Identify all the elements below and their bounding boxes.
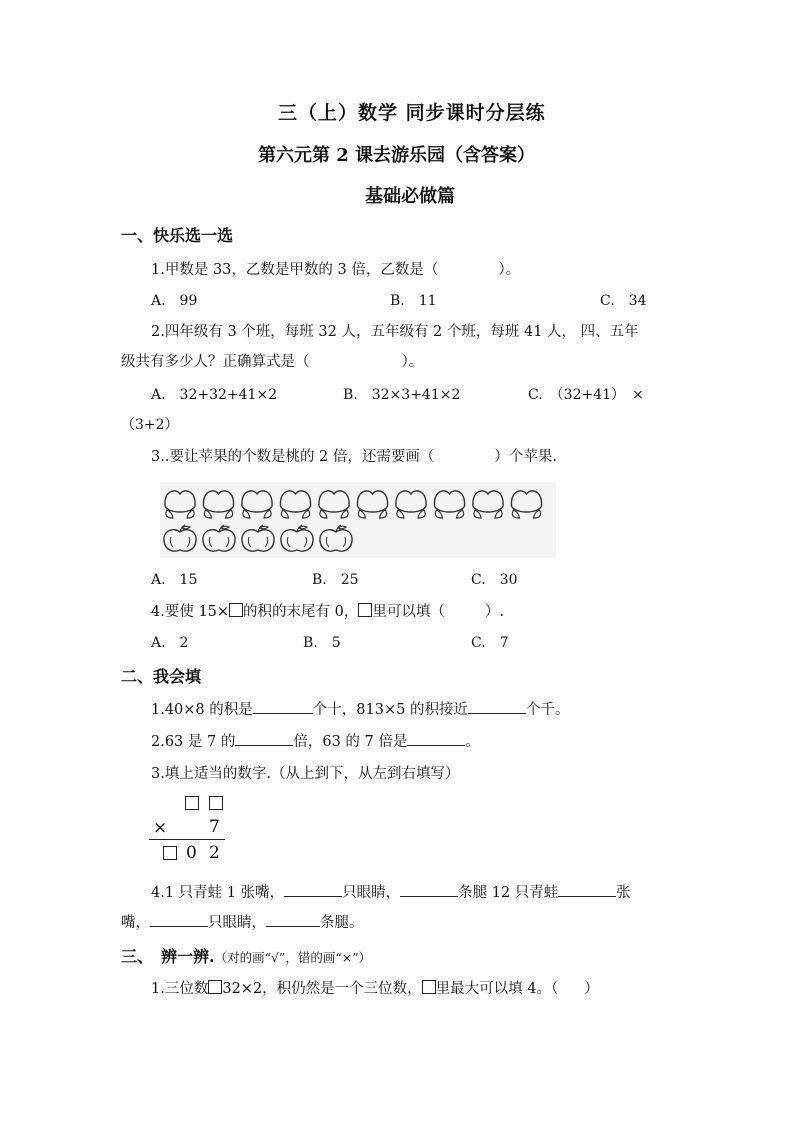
option-a: A. 99 <box>151 293 198 309</box>
q-text: 。 <box>465 734 480 750</box>
q-text: 32×2，积仍然是一个三位数， <box>222 981 422 997</box>
q-text: 1.40×8 的积是 <box>151 702 253 718</box>
option-b: B. 32×3+41×2 <box>343 387 461 403</box>
square-box-icon <box>358 603 372 617</box>
fill-blank[interactable] <box>407 731 465 746</box>
option-a: A. 15 <box>151 572 198 588</box>
section1-heading: 一、快乐选一选 <box>121 226 234 245</box>
question-1-4 <box>151 600 504 621</box>
level-title: 基础必做篇 <box>365 186 455 207</box>
q-text: 里最大可以填 4。（ <box>435 981 559 997</box>
option-b: B. 25 <box>312 572 359 588</box>
digit-box-top-right[interactable] <box>209 796 223 810</box>
page-title: 三（上）数学 同步课时分层练 <box>278 102 546 124</box>
question-1-2-line2 <box>121 350 423 371</box>
option-a: A. 32+32+41×2 <box>151 387 278 403</box>
q-text: 只眼睛， <box>208 915 266 931</box>
digit-box-result[interactable] <box>163 846 177 860</box>
question-1-1 <box>151 258 520 279</box>
option-c: C. 7 <box>471 635 509 651</box>
fill-blank[interactable] <box>558 882 616 897</box>
section3-heading-row <box>121 944 371 967</box>
q-text: 倍，63 的 7 倍是 <box>293 734 408 750</box>
option-c: C. 30 <box>471 572 518 588</box>
q-text: 4.要使 15× <box>151 604 230 620</box>
question-3-1 <box>151 977 599 998</box>
q-text: 1.三位数 <box>151 981 209 997</box>
fruit-picture <box>160 482 556 558</box>
q-text: ）个苹果. <box>494 449 557 465</box>
q-text: ）。 <box>401 354 424 370</box>
multiplier-digit: 7 <box>209 817 220 837</box>
q-text: 张 <box>616 885 631 901</box>
question-1-3 <box>151 445 557 466</box>
fill-blank[interactable] <box>266 912 320 927</box>
q-text: ）. <box>484 604 504 620</box>
question-2-4-line1 <box>151 881 631 902</box>
q-text: 级共有多少人？正确算式是（ <box>121 354 310 370</box>
fill-blank[interactable] <box>150 912 208 927</box>
q-text: ） <box>584 981 599 997</box>
times-sign: × <box>153 818 168 838</box>
q-text: 嘴， <box>121 915 150 931</box>
fill-blank[interactable] <box>468 699 526 714</box>
option-c: C. 34 <box>600 293 647 309</box>
q-text: ）。 <box>498 262 521 278</box>
q-text: 只眼睛， <box>342 885 401 901</box>
multiplication-line <box>149 839 225 840</box>
digit-box-top-left[interactable] <box>185 796 199 810</box>
q-text: 条腿。 <box>320 915 364 931</box>
section3-note: （对的画“√”，错的画“×”） <box>214 950 372 965</box>
q-text: 的积的末尾有 0， <box>243 604 359 620</box>
fill-blank[interactable] <box>400 882 458 897</box>
q-text: 2.63 是 7 的 <box>151 734 236 750</box>
option-b: B. 11 <box>390 293 437 309</box>
section2-heading: 二、我会填 <box>121 667 202 686</box>
fill-blank[interactable] <box>235 731 293 746</box>
square-box-icon <box>422 980 436 994</box>
section3-heading: 三、 辨一辨. <box>121 947 215 966</box>
option-a: A. 2 <box>151 635 189 651</box>
q-text: 个十，813×5 的积接近 <box>312 702 468 718</box>
q-text: 4.1 只青蛙 1 张嘴， <box>151 885 285 901</box>
q-text: 3..要让苹果的个数是桃的 2 倍，还需要画（ <box>151 449 435 465</box>
option-c: C. （32+41） × <box>528 387 644 403</box>
question-2-3: 3.填上适当的数字.（从上到下，从左到右填写） <box>151 766 460 782</box>
fill-blank[interactable] <box>253 699 313 714</box>
q-text: 里可以填（ <box>372 604 445 620</box>
question-2-2 <box>151 730 480 751</box>
q-text: 个千。 <box>525 702 570 718</box>
question-2-1 <box>151 698 569 719</box>
result-digit: 2 <box>209 843 220 863</box>
question-1-2-line1: 2.四年级有 3 个班，每班 32 人，五年级有 2 个班，每班 41 人， 四、五年 <box>151 324 639 340</box>
option-b: B. 5 <box>303 635 341 651</box>
result-digit: 0 <box>186 843 197 863</box>
lesson-subtitle: 第六元第 2 课去游乐园（含答案） <box>258 145 536 166</box>
square-box-icon <box>229 603 243 617</box>
fill-blank[interactable] <box>284 882 342 897</box>
option-c-continued: （3+2） <box>121 417 179 433</box>
square-box-icon <box>208 980 222 994</box>
question-2-4-line2 <box>121 911 364 932</box>
q-text: 条腿 12 只青蛙 <box>458 885 559 901</box>
q-text: 1.甲数是 33，乙数是甲数的 3 倍，乙数是（ <box>151 262 439 278</box>
